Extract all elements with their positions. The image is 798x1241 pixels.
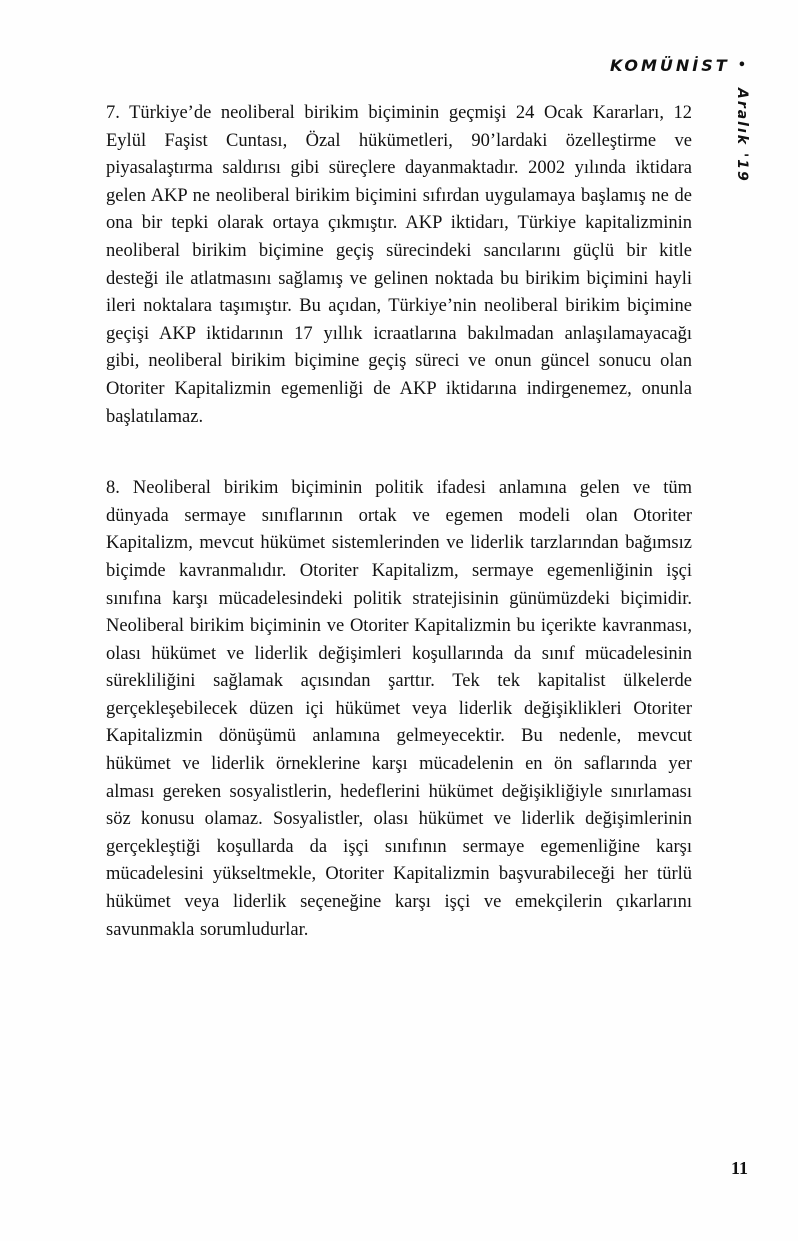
issue-date-vertical: Aralık '19: [734, 88, 750, 183]
article-body: [106, 100, 692, 972]
page-header: [610, 56, 746, 75]
paragraph-7: 7. Türkiye’de neoliberal birikim biçiminin geçmişi 24 Ocak Kararları, 12 Eylül Faşist Cuntası, Özal hükümetleri, 90’lardaki özelleştirme ve piyasalaştırma saldırısı gibi süreçlere dayanmaktadır. 2002 yılında iktidara gelen AKP ne neoliberal birikim biçimini sıfırdan uygulamaya başlamış ne de ona bir tepki olarak ortaya çıkmıştır. AKP iktidarı, Türkiye kapitalizminin neoliberal birikim biçimine geçiş sürecindeki sancılarını güçlü bir kitle desteği ile atlatmasını sağlamış ve gelinen noktada bu birikim biçimini hayli ileri noktalara taşımıştır. Bu açıdan, Türkiye’nin neoliberal birikim biçimine geçişi AKP iktidarının 17 yıllık icraatlarına bakılmadan anlaşılamayacağı gibi, neoliberal birikim biçimine geçiş süreci ve onun güncel sonucu olan Otoriter Kapitalizmin egemenliği de AKP iktidarına indirgenemez, onunla başlatılamaz.: [106, 103, 692, 427]
magazine-title: KOMÜNİST: [610, 56, 730, 75]
page-number: 11: [730, 1158, 748, 1178]
paragraph-8: 8. Neoliberal birikim biçiminin politik ifadesi anlamına gelen ve tüm dünyada sermaye sınıflarının ortak ve egemen modeli olan Otoriter Kapitalizm, mevcut hükümet sistemlerinden ve liderlik tarzlarından bağımsız biçimde kavranmalıdır. Otoriter Kapitalizm, sermaye egemenliğinin işçi sınıfına karşı mücadelesindeki politik stratejisinin günümüzdeki biçimidir. Neoliberal birikim biçiminin ve Otoriter Kapitalizmin bu içerikte kavranması, olası hükümet ve liderlik değişimleri koşullarında da sınıf mücadelesinin sürekliliğini sağlamak açısından şarttır. Tek tek kapitalist ülkelerde gerçekleşebilecek düzen içi hükümet veya liderlik değişiklikleri Otoriter Kapitalizmin dönüşümü anlamına gelmeyecektir. Bu nedenle, mevcut hükümet ve liderlik örneklerine karşı mücadelenin en ön saflarında yer alması gereken sosyalistlerin, hedeflerini hükümet değişikliğiyle sınırlaması söz konusu olamaz. Sosyalistler, olası hükümet ve liderlik değişimlerinin gerçekleştiği koşullarda da işçi sınıfının sermaye egemenliğine karşı mücadelesini yükseltmekle, Otoriter Kapitalizmin başvurabileceği her türlü hükümet veya liderlik seçeneğine karşı işçi ve emekçilerin çıkarlarını savunmakla sorumludurlar.: [106, 478, 692, 940]
bullet-icon: •: [737, 58, 746, 73]
